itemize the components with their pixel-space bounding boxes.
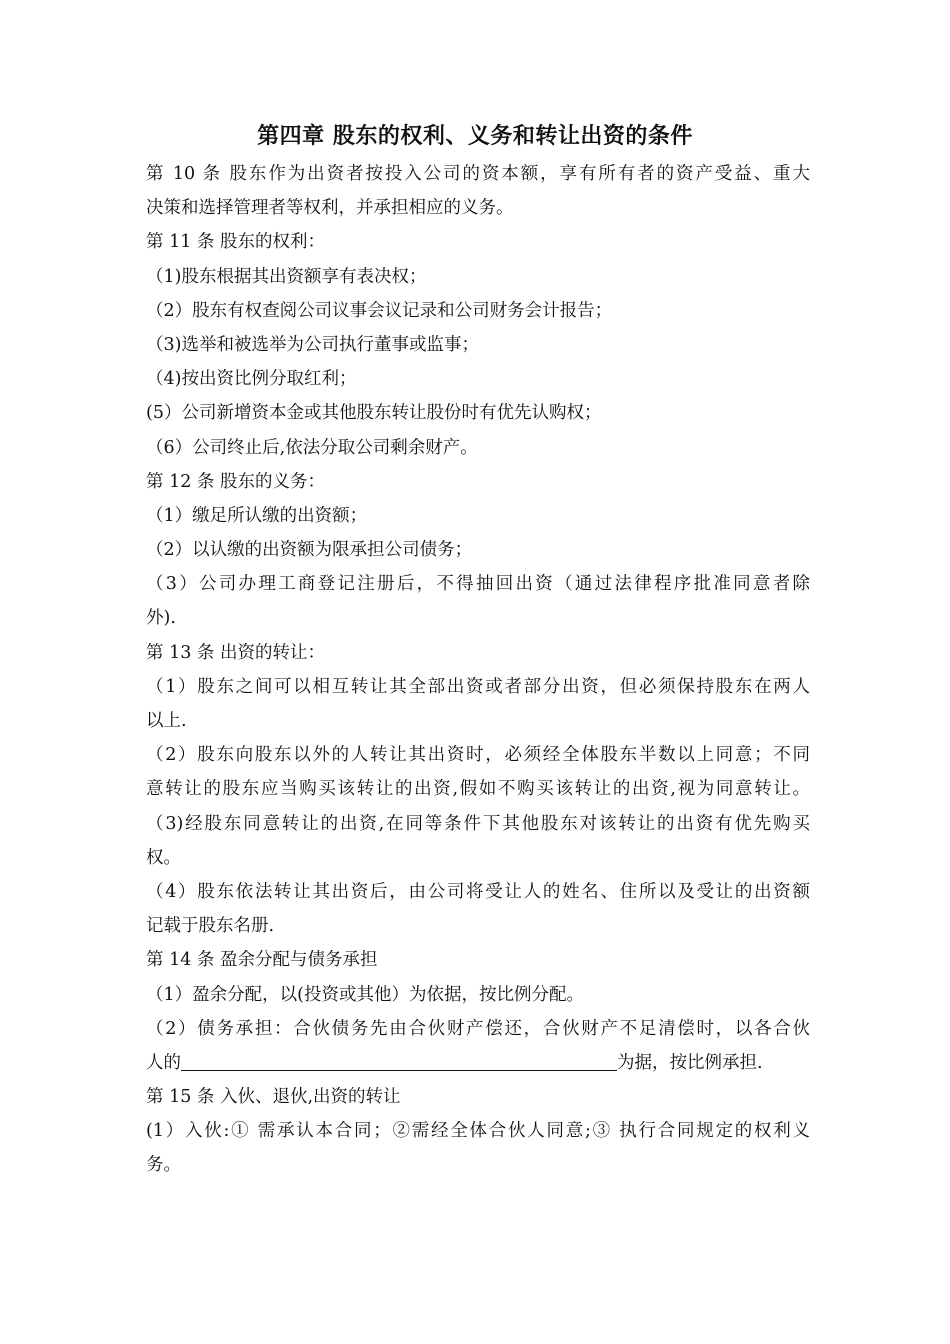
article-11-item-6: （6）公司终止后,依法分取公司剩余财产。: [146, 437, 478, 458]
article-11-item-4: （4)按出资比例分取红利；: [146, 369, 357, 390]
fill-in-blank[interactable]: [181, 1050, 617, 1071]
article-11-item-2: （2）股东有权查阅公司议事会议记录和公司财务会计报告；: [146, 300, 613, 321]
article-12-item-2: （2）以认缴的出资额为限承担公司债务；: [146, 540, 473, 561]
article-15-heading: 第 15 条 入伙、退伙,出资的转让: [146, 1087, 401, 1108]
article-12-item-3-line-1: （3）公司办理工商登记注册后，不得抽回出资（通过法律程序批准同意者除: [146, 574, 810, 595]
article-11-item-5: (5）公司新增资本金或其他股东转让股份时有优先认购权；: [146, 403, 602, 424]
article-11-heading: 第 11 条 股东的权利：: [146, 232, 325, 253]
article-15-item-1-line-2: 务。: [146, 1155, 181, 1176]
article-11-item-3: （3)选举和被选举为公司执行董事或监事；: [146, 334, 479, 355]
article-12-item-1: （1）缴足所认缴的出资额；: [146, 505, 368, 526]
article-11-item-1: （1)股东根据其出资额享有表决权；: [146, 266, 427, 287]
article-13-item-2-line-2: 意转让的股东应当购买该转让的出资,假如不购买该转让的出资,视为同意转让。: [146, 779, 810, 800]
article-10-line-2: 决策和选择管理者等权利，并承担相应的义务。: [146, 198, 514, 219]
article-10-line-1: 第 10 条 股东作为出资者按投入公司的资本额，享有所有者的资产受益、重大: [146, 164, 810, 184]
article-13-item-1-line-1: （1）股东之间可以相互转让其全部出资或者部分出资，但必须保持股东在两人: [146, 676, 810, 697]
article-13-item-3-line-2: 权。: [146, 847, 181, 868]
fill-in-prefix: 人的: [146, 1052, 181, 1073]
article-13-item-2-line-1: （2）股东向股东以外的人转让其出资时，必须经全体股东半数以上同意；不同: [146, 745, 810, 766]
article-13-item-1-line-2: 以上.: [146, 711, 187, 731]
article-14-item-2-line-1: （2）债务承担：合伙债务先由合伙财产偿还，合伙财产不足清偿时，以各合伙: [146, 1018, 810, 1039]
chapter-title: 第四章 股东的权利、义务和转让出资的条件: [257, 123, 693, 149]
article-15-item-1-line-1: (1）入伙:① 需承认本合同；②需经全体合伙人同意;③ 执行合同规定的权利义: [146, 1121, 810, 1142]
article-14-heading: 第 14 条 盈余分配与债务承担: [146, 950, 378, 971]
article-14-item-1: （1）盈余分配，以(投资或其他）为依据，按比例分配。: [146, 984, 584, 1005]
fill-in-suffix: 为据，按比例承担.: [617, 1052, 763, 1073]
article-13-item-4-line-2: 记载于股东名册.: [146, 916, 275, 937]
article-13-heading: 第 13 条 出资的转让：: [146, 642, 325, 663]
article-13-item-4-line-1: （4）股东依法转让其出资后，由公司将受让人的姓名、住所以及受让的出资额: [146, 881, 810, 902]
article-12-item-3-line-2: 外).: [146, 608, 176, 629]
article-13-item-3-line-1: （3)经股东同意转让的出资,在同等条件下其他股东对该转让的出资有优先购买: [146, 813, 810, 834]
article-14-item-2-line-2: [146, 1046, 810, 1080]
article-12-heading: 第 12 条 股东的义务：: [146, 471, 325, 492]
document-body: [146, 157, 810, 1183]
